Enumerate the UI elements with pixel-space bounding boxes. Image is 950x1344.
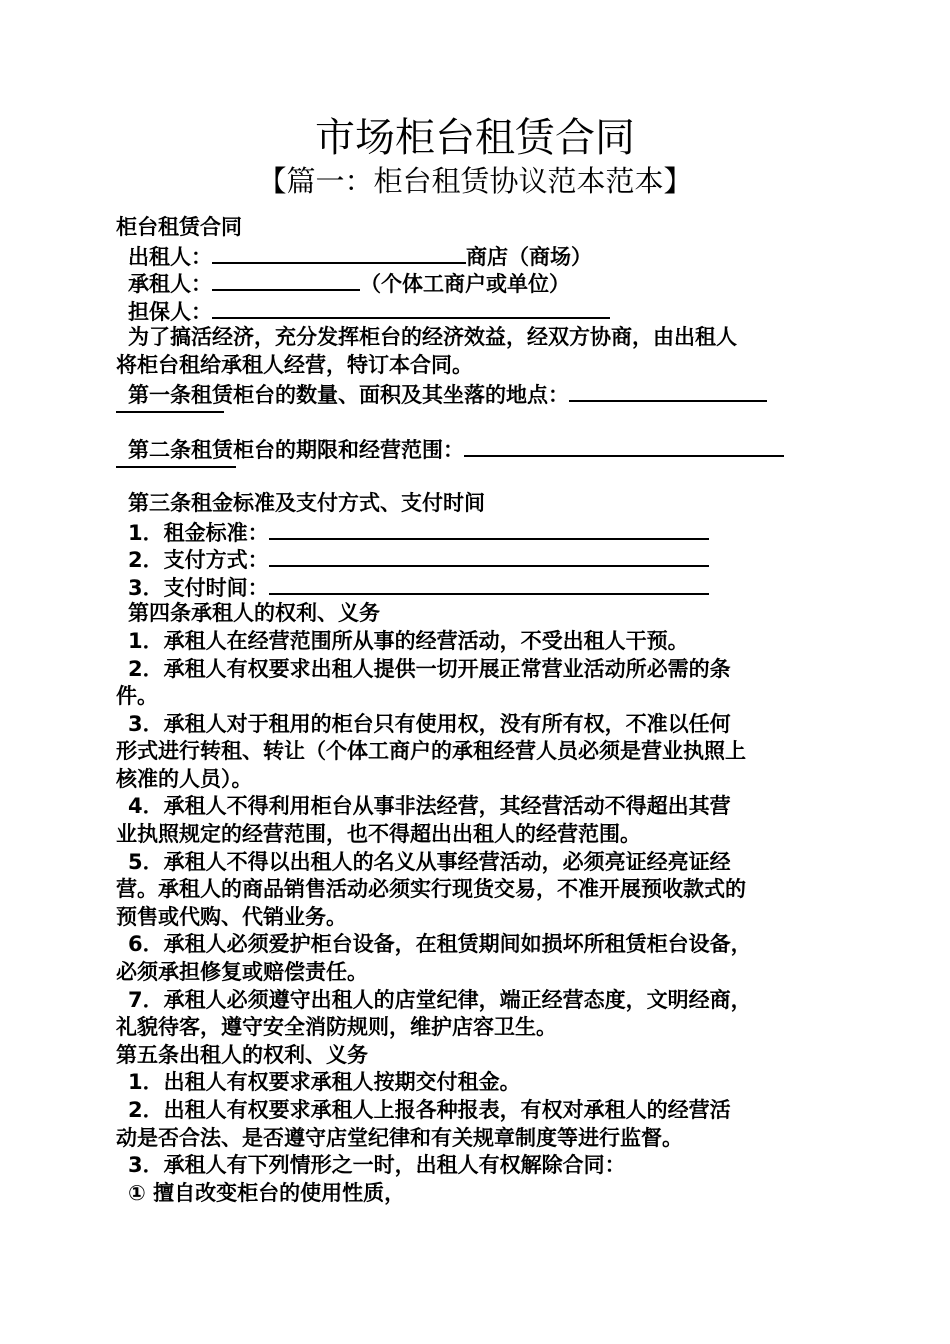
article-4-line: 营。承租人的商品销售活动必须实行现货交易，不准开展预收款式的: [116, 877, 746, 902]
article-1-blank-cont: [116, 407, 836, 435]
article-2-blank: [464, 435, 784, 457]
article-4-line: 2．承租人有权要求出租人提供一切开展正常营业活动所必需的条: [128, 656, 731, 681]
lessee-blank: [212, 269, 360, 291]
article-5-line: 3．承租人有下列情形之一时，出租人有权解除合同：: [128, 1153, 626, 1178]
lessee-suffix: （个体工商户或单位）: [360, 272, 570, 297]
article-5-line: 1．出租人有权要求承租人按期交付租金。: [128, 1070, 521, 1095]
article-4-line: 业执照规定的经营范围，也不得超出出租人的经营范围。: [116, 822, 641, 847]
article-3: 第三条租金标准及支付方式、支付时间: [128, 490, 485, 515]
article-3-item: 3．支付时间：: [116, 573, 836, 601]
document-subtitle: 【篇一：柜台租赁协议范本范本】: [257, 164, 693, 198]
intro-line: 为了搞活经济，充分发挥柜台的经济效益，经双方协商，由出租人: [128, 325, 737, 350]
contract-heading: 柜台租赁合同: [116, 215, 242, 239]
article-3-item: 1．租金标准：: [116, 518, 836, 546]
article-4: 第四条承租人的权利、义务: [128, 601, 380, 626]
article-4-line: 7．承租人必须遵守出租人的店堂纪律，端正经营态度，文明经商，: [128, 987, 752, 1012]
article-4-line: 6．承租人必须爱护柜台设备，在租赁期间如损坏所租赁柜台设备，: [128, 932, 752, 957]
article-1: [116, 380, 836, 408]
lessor-label: 出租人：: [128, 244, 212, 269]
article-4-line: 必须承担修复或赔偿责任。: [116, 960, 368, 985]
guarantor-line: [116, 297, 836, 325]
intro-line: 将柜台租给承租人经营，特订本合同。: [116, 352, 473, 377]
article-2: [116, 435, 836, 463]
lessor-suffix: 商店（商场）: [466, 244, 592, 269]
article-3-item: 2．支付方式：: [116, 545, 836, 573]
article-1-label: 第一条租赁柜台的数量、面积及其坐落的地点：: [128, 382, 569, 407]
payment-method-blank: [269, 545, 709, 567]
fee-standard-blank: [269, 518, 709, 540]
contract-body: [116, 214, 836, 1207]
article-4-line: 3．承租人对于租用的柜台只有使用权，没有所有权，不准以任何: [128, 711, 731, 736]
lessor-line: [116, 242, 836, 270]
article-4-line: 4．承租人不得利用柜台从事非法经营，其经营活动不得超出其营: [128, 794, 731, 819]
article-5-line: 2．出租人有权要求承租人上报各种报表，有权对承租人的经营活: [128, 1098, 731, 1122]
article-5-line: ① 擅自改变柜台的使用性质，: [128, 1180, 406, 1205]
article-2-blank-cont: [116, 462, 836, 490]
article-1-blank: [569, 380, 767, 402]
article-4-line: 核准的人员）。: [116, 766, 253, 791]
guarantor-blank: [212, 297, 610, 319]
article-4-line: 件。: [116, 684, 158, 709]
article-2-label: 第二条租赁柜台的期限和经营范围：: [128, 437, 464, 462]
article-4-line: 形式进行转租、转让（个体工商户的承租经营人员必须是营业执照上: [116, 739, 746, 764]
article-4-line: 礼貌待客，遵守安全消防规则，维护店容卫生。: [116, 1015, 557, 1040]
guarantor-label: 担保人：: [128, 299, 212, 324]
lessor-blank: [212, 242, 466, 264]
article-4-line: 1．承租人在经营范围所从事的经营活动，不受出租人干预。: [128, 628, 689, 653]
payment-time-blank: [269, 573, 709, 595]
lessee-label: 承租人：: [128, 272, 212, 297]
lessee-line: [116, 269, 836, 297]
article-5: 第五条出租人的权利、义务: [116, 1042, 368, 1067]
article-5-line: 动是否合法、是否遵守店堂纪律和有关规章制度等进行监督。: [116, 1125, 683, 1150]
article-4-line: 预售或代购、代销业务。: [116, 904, 347, 929]
document-title: 市场柜台租赁合同: [315, 115, 635, 161]
article-4-line: 5．承租人不得以出租人的名义从事经营活动，必须亮证经亮证经: [128, 849, 731, 874]
